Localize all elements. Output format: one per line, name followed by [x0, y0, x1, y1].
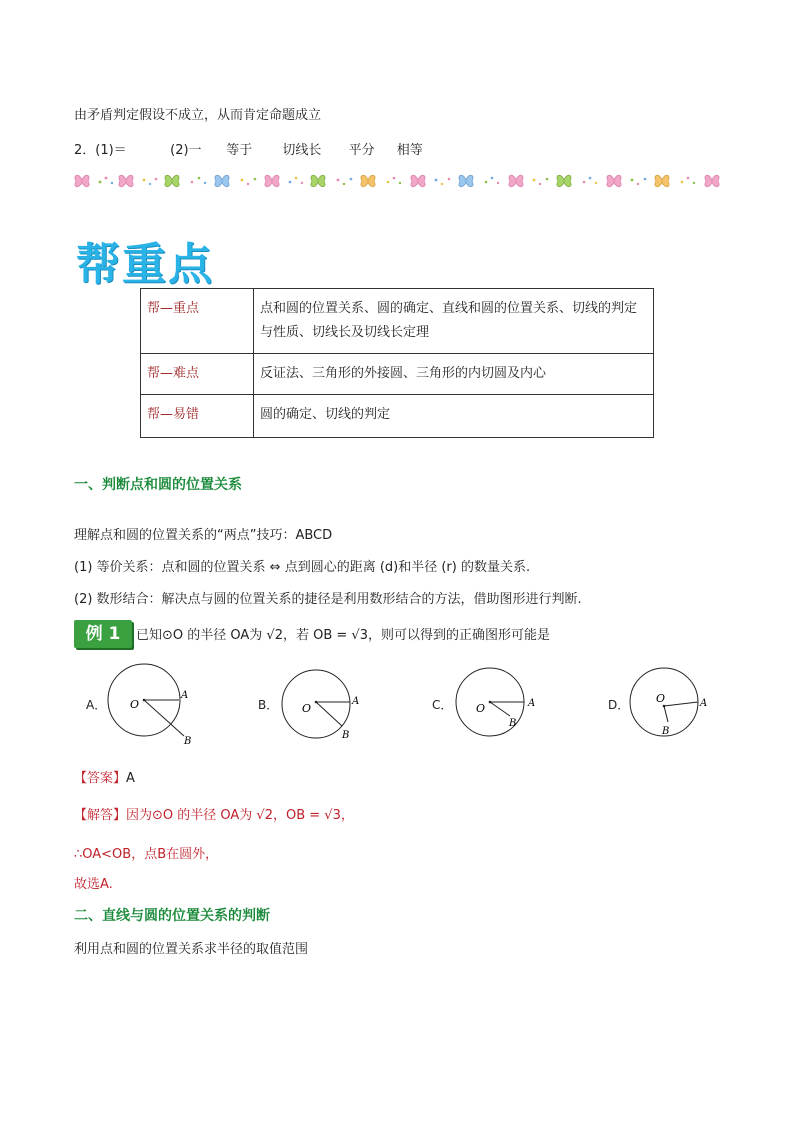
answer-part: 相等 [396, 143, 423, 158]
label-a: A [528, 698, 536, 709]
butterfly-icon [75, 175, 89, 187]
option-a-figure [86, 662, 206, 752]
reason-line: ∴OA<OB，点B在圆外， [74, 847, 219, 862]
option-label: A． [86, 698, 107, 712]
answer-part: 等于 [226, 143, 253, 158]
paragraph-radius-range: 利用点和圆的位置关系求半径的取值范围 [74, 942, 309, 957]
row-value: 反证法、三角形的外接圆、三角形的内切圆及内心 [254, 354, 654, 395]
text-line-conclusion: 由矛盾判定假设不成立，从而肯定命题成立 [74, 108, 322, 123]
label-b: B [662, 726, 670, 737]
answer-line [74, 767, 135, 786]
row-value: 圆的确定、切线的判定 [254, 395, 654, 438]
circle-diagram-c [432, 662, 552, 752]
answer-value: A [126, 771, 135, 786]
option-label: D． [608, 698, 630, 712]
row-key: 帮—难点 [141, 354, 254, 395]
answer-part: (2)一 [170, 143, 202, 158]
section-title-2: 二、直线与圆的位置关系的判断 [74, 908, 270, 924]
label-b: B [342, 730, 350, 741]
example-question: 已知⊙O 的半径 OA为 √2，若 OB = √3，则可以得到的正确图形可能是 [136, 628, 550, 643]
option-d-figure [608, 662, 728, 752]
table-row [141, 289, 654, 354]
example-badge: 例 1 [74, 620, 132, 648]
label-o: O [302, 702, 312, 715]
answer-part: 2．(1)＝ [74, 143, 127, 158]
option-label: B． [258, 698, 279, 712]
label-b: B [184, 736, 192, 747]
label-a: A [352, 696, 360, 707]
row-key: 帮—重点 [141, 289, 254, 354]
solution-line [74, 804, 354, 823]
circle-diagram-a [86, 662, 206, 752]
answer-bracket: 【答案】 [74, 771, 127, 786]
butterfly-divider [72, 170, 722, 192]
answer-part: 切线长 [282, 143, 322, 158]
section-title-1: 一、判断点和圆的位置关系 [74, 477, 242, 493]
row-value: 点和圆的位置关系、圆的确定、直线和圆的位置关系、切线的判定与性质、切线长及切线长定理 [254, 289, 654, 354]
solution-text: 因为⊙O 的半径 OA为 √2，OB = √3， [126, 808, 354, 823]
label-o: O [130, 698, 140, 711]
heading-key-points: 帮重点 [76, 239, 214, 290]
circle-diagram-b [258, 662, 378, 752]
label-o: O [476, 702, 486, 715]
label-a: A [181, 690, 189, 701]
option-b-figure [258, 662, 378, 752]
key-points-table [140, 288, 654, 438]
label-o: O [656, 692, 666, 705]
option-label: C． [432, 698, 453, 712]
label-a: A [700, 698, 708, 709]
text-line-answers [74, 139, 423, 158]
conclusion-line: 故选A. [74, 877, 113, 892]
option-c-figure [432, 662, 552, 752]
row-key: 帮—易错 [141, 395, 254, 438]
table-row [141, 395, 654, 438]
solution-bracket: 【解答】 [74, 808, 127, 823]
paragraph-tips: 理解点和圆的位置关系的“两点”技巧：ABCD [74, 528, 333, 543]
table-row [141, 354, 654, 395]
paragraph-equivalence: (1) 等价关系：点和圆的位置关系 ⇔ 点到圆心的距离 (d)和半径 (r) 的数量关系. [74, 560, 531, 575]
label-b: B [509, 718, 517, 729]
circle-diagram-d [608, 662, 728, 752]
answer-part: 平分 [348, 143, 375, 158]
paragraph-numeric-shape: (2) 数形结合：解决点与圆的位置关系的捷径是利用数形结合的方法，借助图形进行判断. [74, 592, 582, 607]
